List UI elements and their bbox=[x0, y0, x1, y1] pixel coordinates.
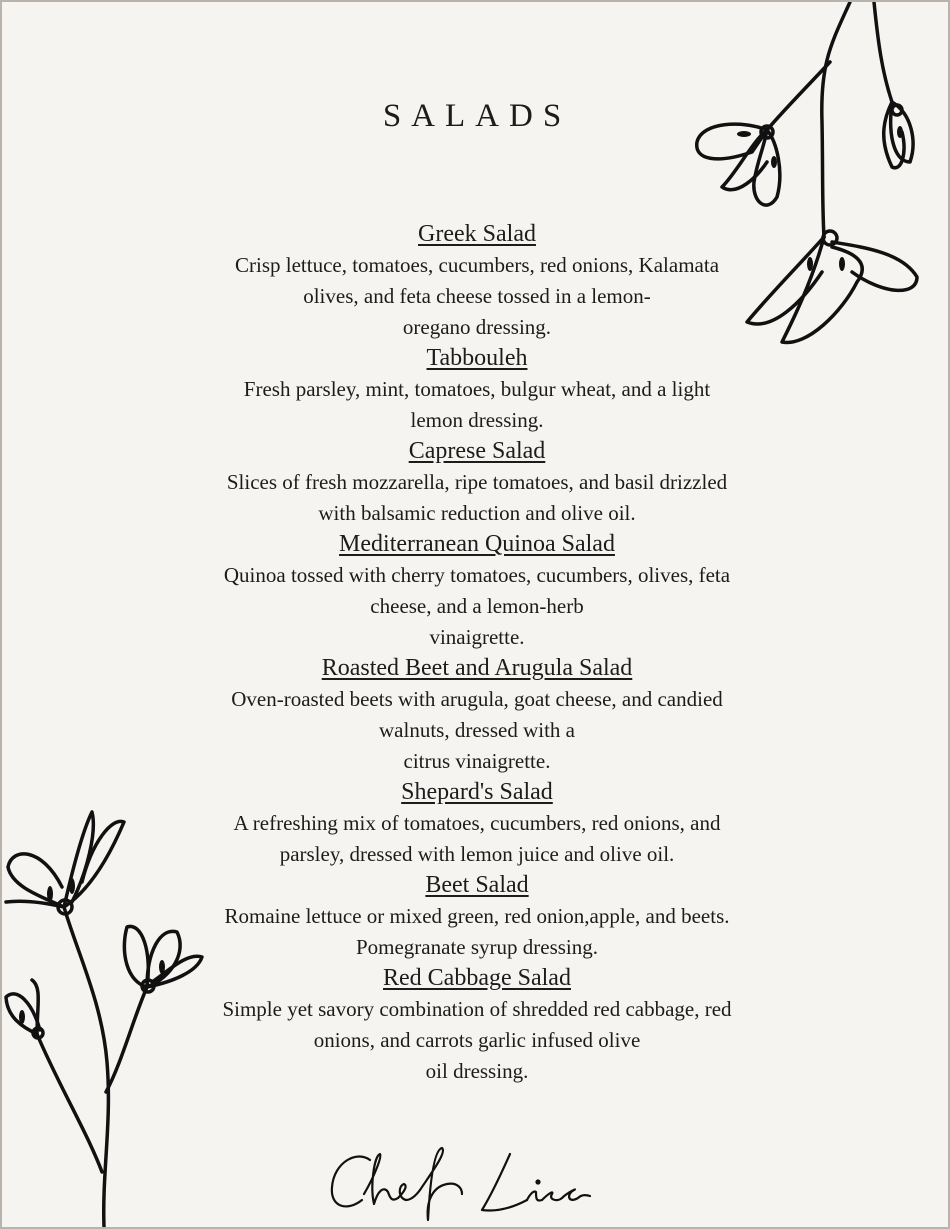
menu-item-description: Fresh parsley, mint, tomatoes, bulgur wheat, and a light bbox=[243, 377, 711, 401]
menu-item bbox=[177, 343, 777, 436]
menu-item-description: Oven-roasted beets with arugula, goat cheese, and candied bbox=[231, 687, 723, 711]
menu-item-description: Romaine lettuce or mixed green, red onion,apple, and beets. bbox=[224, 904, 730, 928]
page-title: SALADS bbox=[382, 98, 572, 134]
menu-item bbox=[177, 436, 777, 529]
menu-item-name: Red Cabbage Salad bbox=[383, 965, 571, 991]
menu-item-name: Roasted Beet and Arugula Salad bbox=[321, 655, 633, 681]
menu-item-description: with balsamic reduction and olive oil. bbox=[318, 501, 636, 525]
menu-item-name: Mediterranean Quinoa Salad bbox=[339, 531, 615, 557]
chef-signature bbox=[322, 1142, 612, 1222]
menu-item-description: oregano dressing. bbox=[402, 315, 552, 339]
menu-item-description: citrus vinaigrette. bbox=[403, 749, 551, 773]
menu-item-description: walnuts, dressed with a bbox=[379, 718, 575, 742]
menu-item-description: onions, and carrots garlic infused olive bbox=[313, 1028, 641, 1052]
menu-item bbox=[177, 963, 777, 1087]
menu-item-description: parsley, dressed with lemon juice and olive oil. bbox=[279, 842, 675, 866]
menu-item-description: Simple yet savory combination of shredded red cabbage, red bbox=[222, 997, 732, 1021]
menu-item-description: cheese, and a lemon-herb bbox=[370, 594, 584, 618]
menu-item bbox=[177, 870, 777, 963]
menu-item-description: olives, and feta cheese tossed in a lemon- bbox=[303, 284, 651, 308]
menu-item bbox=[177, 653, 777, 777]
menu-item-name: Tabbouleh bbox=[426, 345, 528, 371]
menu-item bbox=[177, 219, 777, 343]
salad-menu-list bbox=[177, 219, 777, 1087]
menu-item-description: Quinoa tossed with cherry tomatoes, cucumbers, olives, feta bbox=[223, 563, 731, 587]
menu-item-description: oil dressing. bbox=[425, 1059, 529, 1083]
menu-item-name: Caprese Salad bbox=[408, 438, 546, 464]
menu-item-description: vinaigrette. bbox=[429, 625, 525, 649]
menu-item-name: Shepard's Salad bbox=[401, 779, 553, 805]
menu-item-description: lemon dressing. bbox=[410, 408, 544, 432]
menu-item bbox=[177, 529, 777, 653]
menu-item-name: Greek Salad bbox=[418, 221, 536, 247]
menu-item-description: Crisp lettuce, tomatoes, cucumbers, red onions, Kalamata bbox=[234, 253, 720, 277]
menu-item-description: A refreshing mix of tomatoes, cucumbers, red onions, and bbox=[233, 811, 721, 835]
menu-item bbox=[177, 777, 777, 870]
menu-item-name: Beet Salad bbox=[425, 872, 529, 898]
menu-item-description: Slices of fresh mozzarella, ripe tomatoes, and basil drizzled bbox=[226, 470, 728, 494]
menu-item-description: Pomegranate syrup dressing. bbox=[355, 935, 599, 959]
